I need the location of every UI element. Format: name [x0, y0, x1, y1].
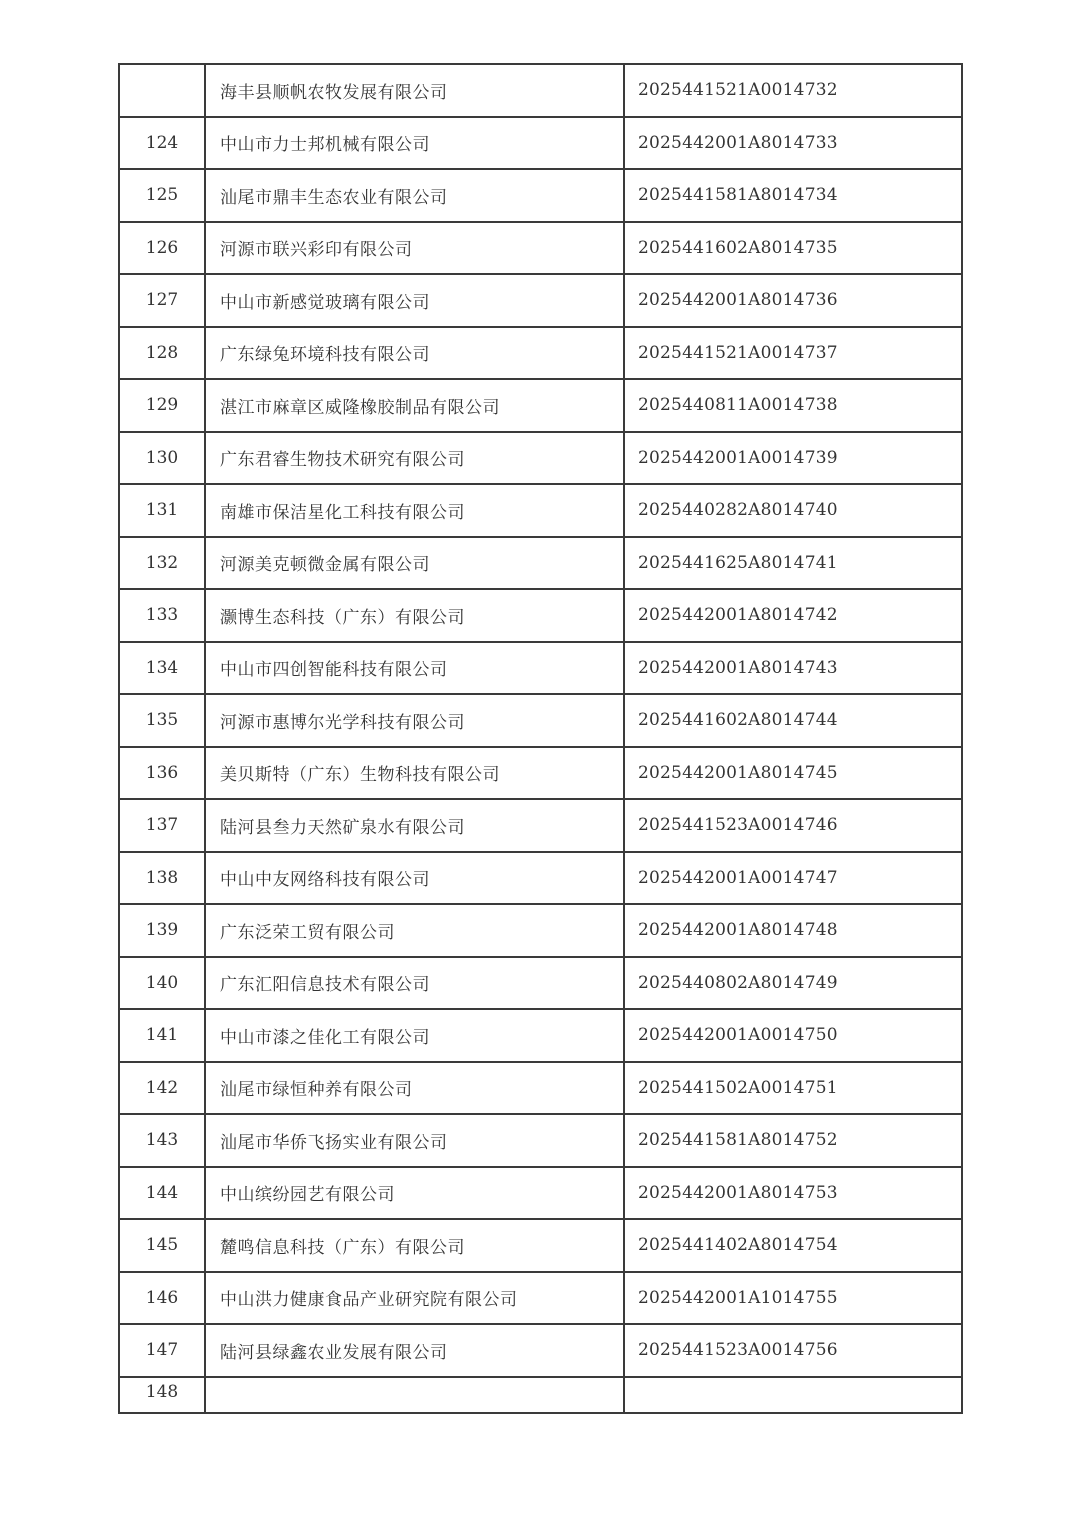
row-number-cell: 135 [119, 694, 205, 747]
registration-code-cell: 2025441521A0014737 [624, 327, 962, 380]
registration-code-cell: 2025442001A8014745 [624, 747, 962, 800]
table-row [119, 327, 962, 380]
row-number-cell: 129 [119, 379, 205, 432]
table-row [119, 799, 962, 852]
table-row [119, 222, 962, 275]
row-number-cell: 148 [119, 1377, 205, 1413]
company-list-table-container [118, 63, 961, 1414]
registration-code-cell: 2025442001A0014739 [624, 432, 962, 485]
company-name-cell: 陆河县绿鑫农业发展有限公司 [205, 1324, 624, 1377]
registration-code-cell: 2025442001A8014736 [624, 274, 962, 327]
company-name-cell: 麓鸣信息科技（广东）有限公司 [205, 1219, 624, 1272]
row-number-cell: 137 [119, 799, 205, 852]
row-number-cell: 133 [119, 589, 205, 642]
company-name-cell: 河源市惠博尔光学科技有限公司 [205, 694, 624, 747]
registration-code-cell: 2025441502A0014751 [624, 1062, 962, 1115]
table-row [119, 1377, 962, 1413]
company-name-cell: 汕尾市鼎丰生态农业有限公司 [205, 169, 624, 222]
registration-code-cell: 2025442001A8014748 [624, 904, 962, 957]
row-number-cell: 131 [119, 484, 205, 537]
table-row [119, 379, 962, 432]
registration-code-cell: 2025442001A8014733 [624, 117, 962, 170]
company-name-cell: 中山中友网络科技有限公司 [205, 852, 624, 905]
table-row [119, 1009, 962, 1062]
company-name-cell: 南雄市保洁星化工科技有限公司 [205, 484, 624, 537]
row-number-cell: 136 [119, 747, 205, 800]
company-name-cell: 中山市四创智能科技有限公司 [205, 642, 624, 695]
row-number-cell: 142 [119, 1062, 205, 1115]
registration-code-cell: 2025442001A8014742 [624, 589, 962, 642]
registration-code-cell: 2025441523A0014746 [624, 799, 962, 852]
table-row [119, 642, 962, 695]
table-row [119, 432, 962, 485]
registration-code-cell: 2025440811A0014738 [624, 379, 962, 432]
registration-code-cell [624, 1377, 962, 1413]
row-number-cell: 128 [119, 327, 205, 380]
company-name-cell: 中山缤纷园艺有限公司 [205, 1167, 624, 1220]
registration-code-cell: 2025441523A0014756 [624, 1324, 962, 1377]
row-number-cell: 145 [119, 1219, 205, 1272]
row-number-cell: 147 [119, 1324, 205, 1377]
company-name-cell: 广东绿兔环境科技有限公司 [205, 327, 624, 380]
registration-code-cell: 2025440282A8014740 [624, 484, 962, 537]
registration-code-cell: 2025441581A8014752 [624, 1114, 962, 1167]
row-number-cell [119, 64, 205, 117]
company-name-cell: 中山市新感觉玻璃有限公司 [205, 274, 624, 327]
table-row [119, 589, 962, 642]
company-name-cell: 中山市漆之佳化工有限公司 [205, 1009, 624, 1062]
table-row [119, 1219, 962, 1272]
row-number-cell: 144 [119, 1167, 205, 1220]
row-number-cell: 140 [119, 957, 205, 1010]
row-number-cell: 126 [119, 222, 205, 275]
company-name-cell: 河源市联兴彩印有限公司 [205, 222, 624, 275]
company-name-cell: 河源美克顿微金属有限公司 [205, 537, 624, 590]
company-list-table [118, 63, 963, 1414]
table-row [119, 169, 962, 222]
registration-code-cell: 2025441602A8014744 [624, 694, 962, 747]
table-row [119, 64, 962, 117]
company-name-cell: 广东君睿生物技术研究有限公司 [205, 432, 624, 485]
registration-code-cell: 2025442001A8014753 [624, 1167, 962, 1220]
row-number-cell: 141 [119, 1009, 205, 1062]
company-name-cell: 海丰县顺帆农牧发展有限公司 [205, 64, 624, 117]
row-number-cell: 124 [119, 117, 205, 170]
company-name-cell [205, 1377, 624, 1413]
row-number-cell: 125 [119, 169, 205, 222]
table-row [119, 484, 962, 537]
table-row [119, 117, 962, 170]
company-name-cell: 汕尾市绿恒种养有限公司 [205, 1062, 624, 1115]
registration-code-cell: 2025441581A8014734 [624, 169, 962, 222]
table-row [119, 957, 962, 1010]
registration-code-cell: 2025442001A0014750 [624, 1009, 962, 1062]
company-name-cell: 陆河县叁力天然矿泉水有限公司 [205, 799, 624, 852]
row-number-cell: 138 [119, 852, 205, 905]
row-number-cell: 146 [119, 1272, 205, 1325]
table-row [119, 694, 962, 747]
row-number-cell: 134 [119, 642, 205, 695]
company-name-cell: 汕尾市华侨飞扬实业有限公司 [205, 1114, 624, 1167]
table-row [119, 537, 962, 590]
registration-code-cell: 2025441521A0014732 [624, 64, 962, 117]
table-row [119, 747, 962, 800]
table-row [119, 1062, 962, 1115]
row-number-cell: 127 [119, 274, 205, 327]
table-body [119, 64, 962, 1413]
table-row [119, 1114, 962, 1167]
company-name-cell: 美贝斯特（广东）生物科技有限公司 [205, 747, 624, 800]
row-number-cell: 139 [119, 904, 205, 957]
company-name-cell: 广东泛荣工贸有限公司 [205, 904, 624, 957]
registration-code-cell: 2025441625A8014741 [624, 537, 962, 590]
company-name-cell: 广东汇阳信息技术有限公司 [205, 957, 624, 1010]
table-row [119, 1167, 962, 1220]
registration-code-cell: 2025442001A1014755 [624, 1272, 962, 1325]
table-row [119, 1272, 962, 1325]
row-number-cell: 132 [119, 537, 205, 590]
row-number-cell: 130 [119, 432, 205, 485]
registration-code-cell: 2025441402A8014754 [624, 1219, 962, 1272]
company-name-cell: 中山洪力健康食品产业研究院有限公司 [205, 1272, 624, 1325]
table-row [119, 904, 962, 957]
registration-code-cell: 2025442001A0014747 [624, 852, 962, 905]
table-row [119, 852, 962, 905]
table-row [119, 274, 962, 327]
row-number-cell: 143 [119, 1114, 205, 1167]
registration-code-cell: 2025442001A8014743 [624, 642, 962, 695]
company-name-cell: 灏博生态科技（广东）有限公司 [205, 589, 624, 642]
company-name-cell: 中山市力士邦机械有限公司 [205, 117, 624, 170]
registration-code-cell: 2025440802A8014749 [624, 957, 962, 1010]
table-row [119, 1324, 962, 1377]
company-name-cell: 湛江市麻章区威隆橡胶制品有限公司 [205, 379, 624, 432]
registration-code-cell: 2025441602A8014735 [624, 222, 962, 275]
